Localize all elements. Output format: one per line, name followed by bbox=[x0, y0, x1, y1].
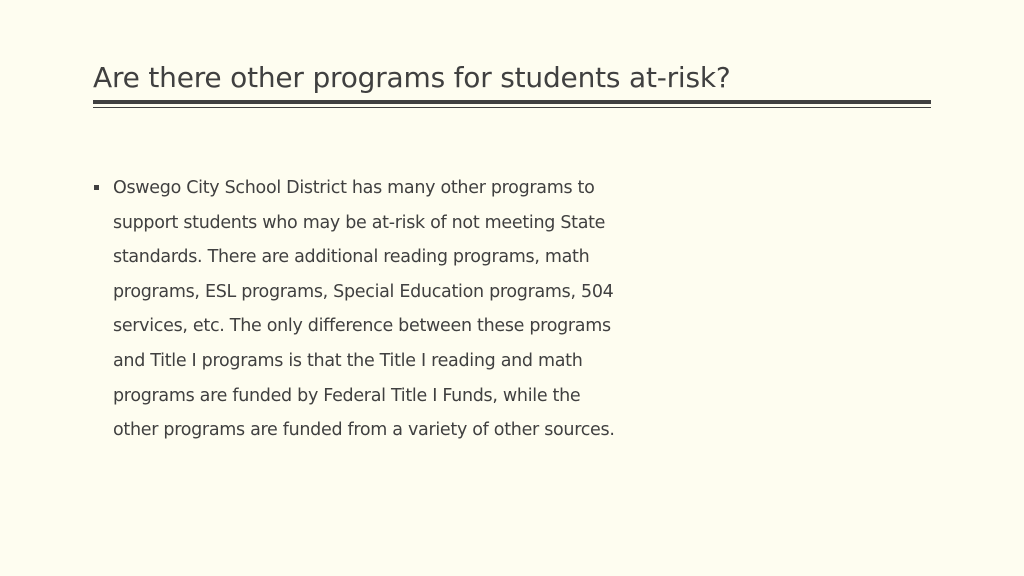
slide-title: Are there other programs for students at-risk? bbox=[93, 61, 731, 94]
title-divider-thick bbox=[93, 100, 931, 104]
bullet-text: Oswego City School District has many other programs to support students who may be at-risk of not meeting State standards. There are additional reading programs, math programs, ESL programs, Special Education programs, 504 services, etc. The only difference between these programs and Title I programs is that the Title I reading and math programs are funded by Federal Title I Funds, while the other programs are funded from a variety of other sources. bbox=[113, 178, 615, 441]
bullet-item bbox=[93, 171, 653, 448]
title-divider-thin bbox=[93, 107, 931, 108]
slide-body bbox=[93, 171, 653, 448]
square-bullet-icon bbox=[94, 185, 99, 190]
